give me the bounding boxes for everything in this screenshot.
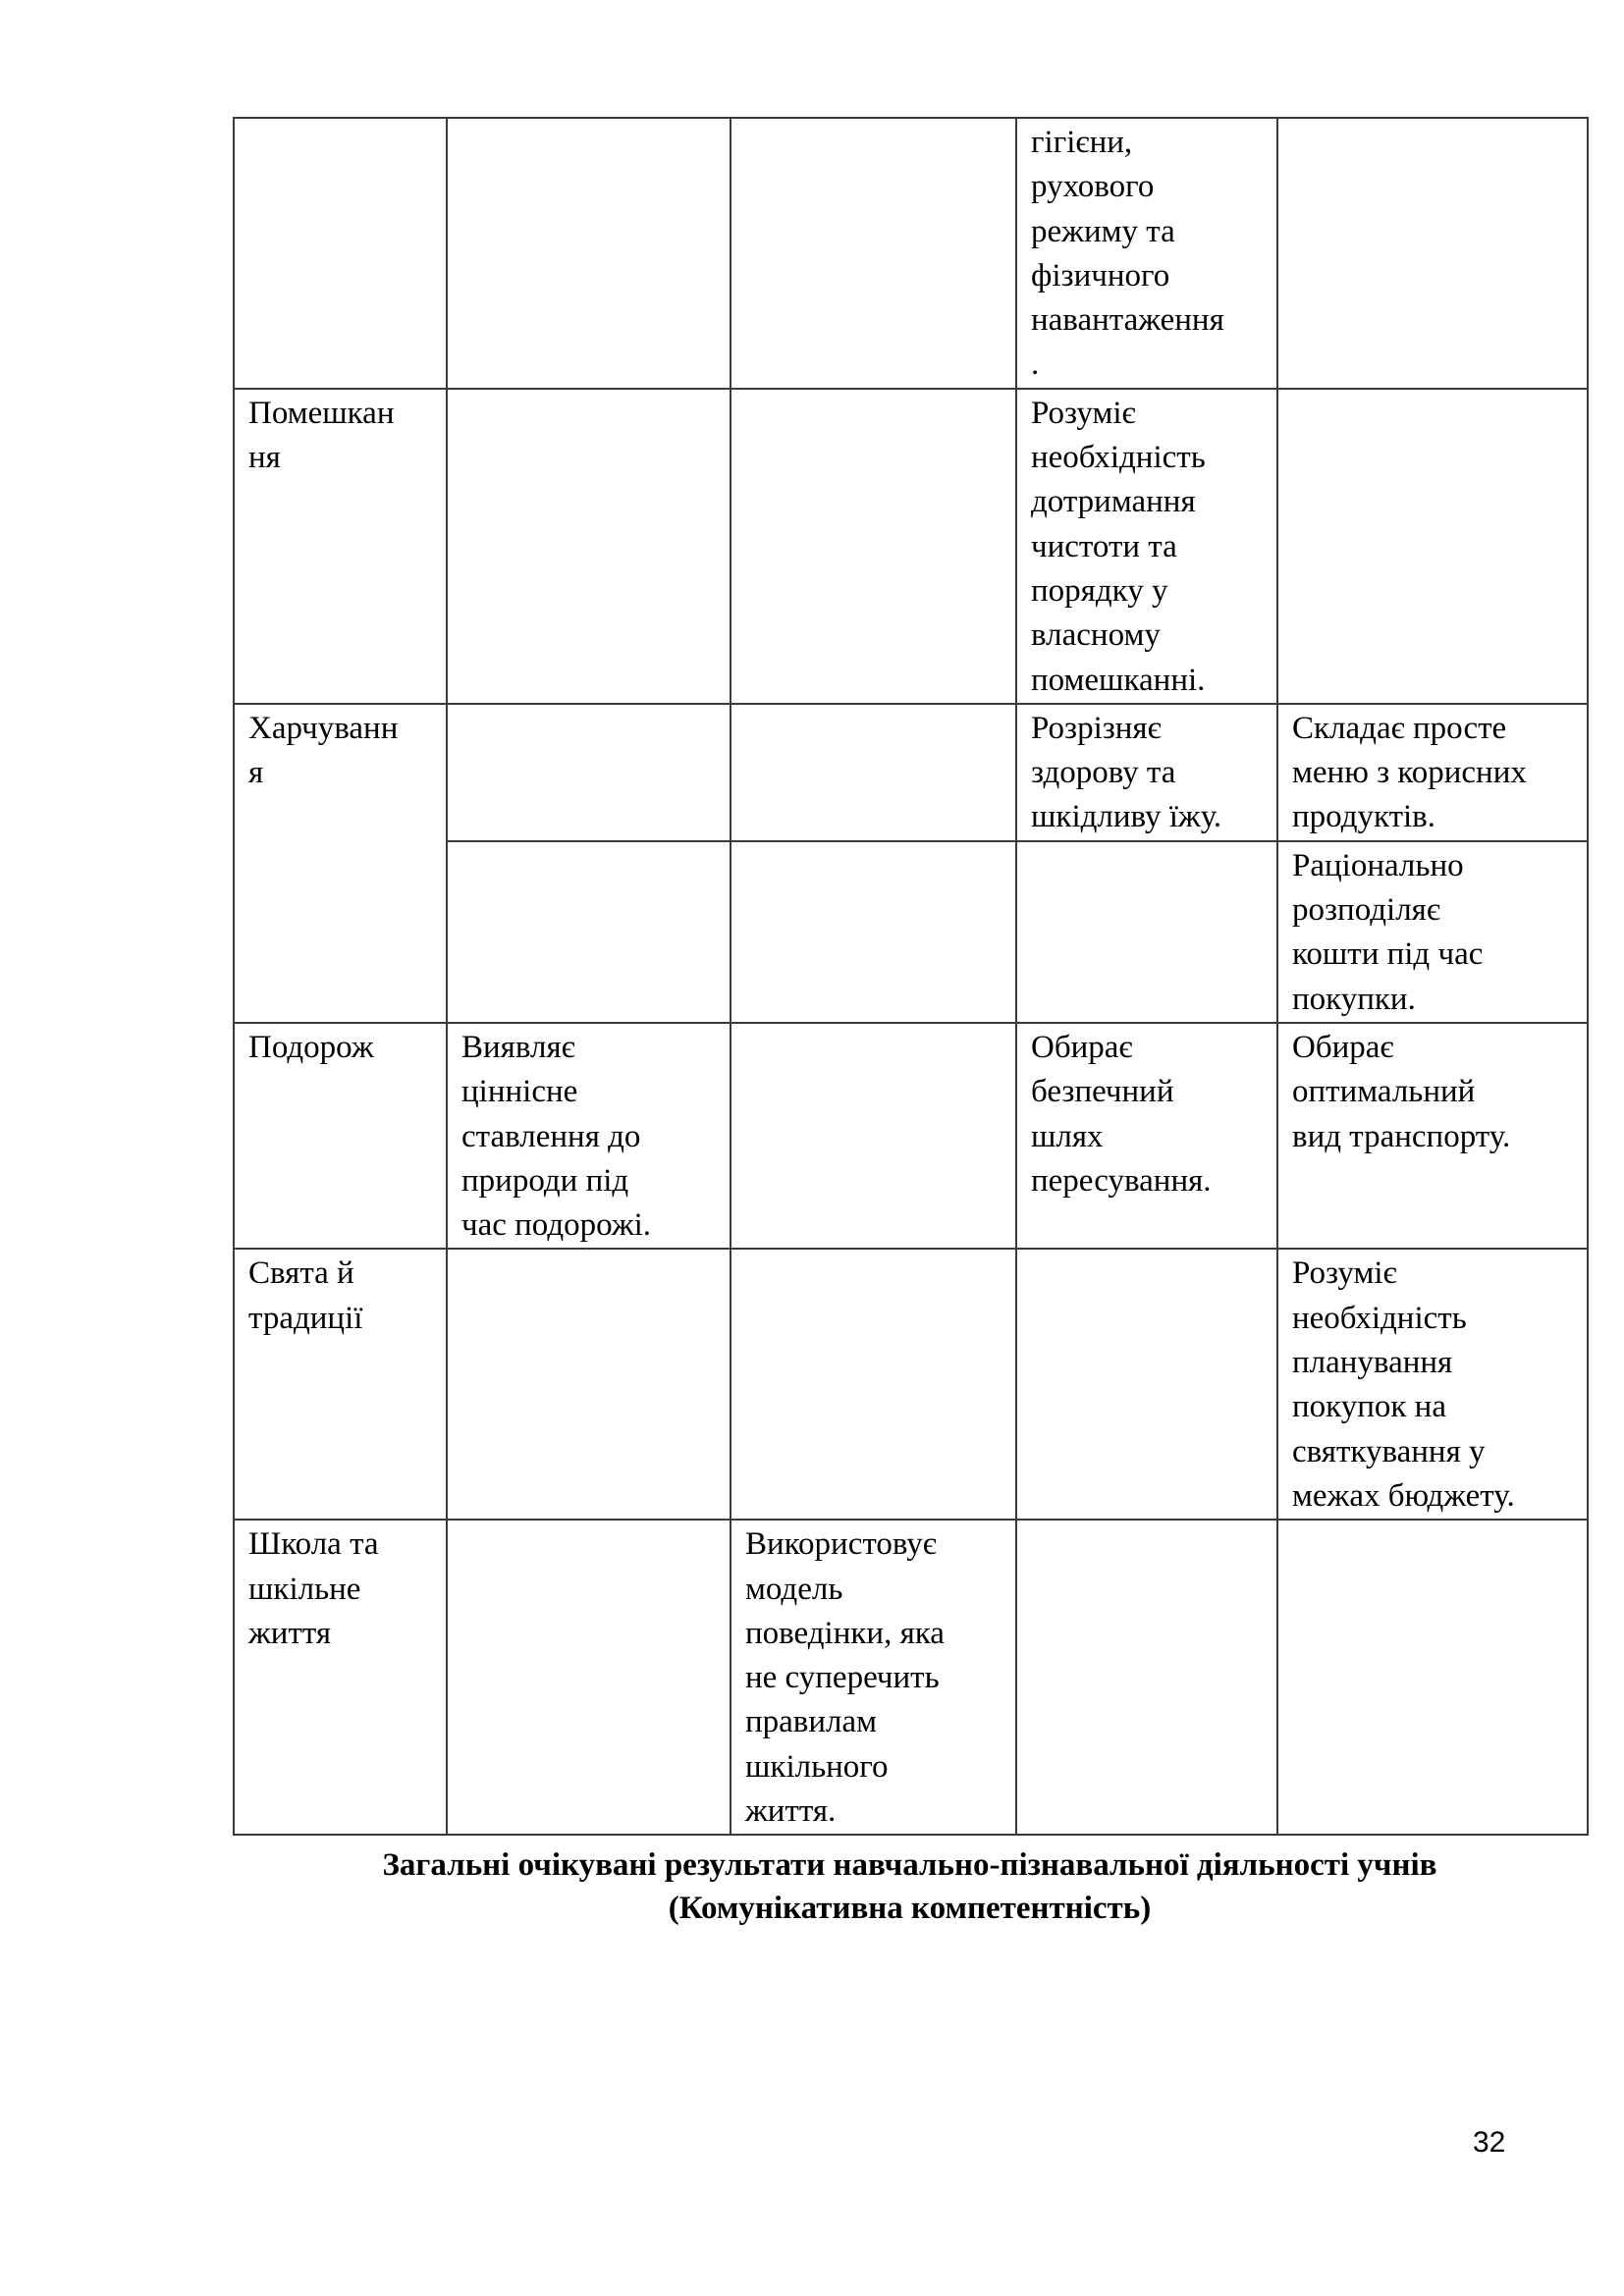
table-cell — [447, 704, 731, 841]
table-row — [234, 389, 1588, 704]
table-cell — [731, 389, 1016, 704]
table-cell: Обирає безпечний шлях пересування. — [1016, 1023, 1277, 1249]
table-cell: Складає просте меню з корисних продуктів. — [1277, 704, 1588, 841]
topic-cell: Помешкан ня — [234, 389, 447, 704]
topic-cell: Подорож — [234, 1023, 447, 1249]
table-cell — [1016, 1520, 1277, 1835]
table-row — [234, 118, 1588, 389]
topic-cell — [234, 118, 447, 389]
table-row — [234, 1023, 1588, 1249]
table-cell — [447, 389, 731, 704]
topic-cell: Свята й традиції — [234, 1249, 447, 1520]
section-heading — [233, 1843, 1587, 1930]
table-cell — [447, 1520, 731, 1835]
topic-cell: Харчуванн я — [234, 704, 447, 1023]
table-cell — [731, 841, 1016, 1023]
table-cell — [1277, 1520, 1588, 1835]
table-row — [234, 1249, 1588, 1520]
table-cell: Розуміє необхідність дотримання чистоти та порядку у власному помешканні. — [1016, 389, 1277, 704]
table-cell — [731, 1023, 1016, 1249]
section-heading-line-1: Загальні очікувані результати навчально-пізнавальної діяльності учнів — [382, 1847, 1437, 1883]
outcomes-table — [233, 117, 1589, 1836]
table-cell — [1277, 389, 1588, 704]
table-row — [234, 704, 1588, 841]
table-cell: Розрізняє здорову та шкідливу їжу. — [1016, 704, 1277, 841]
table-cell — [731, 1249, 1016, 1520]
table-cell — [731, 704, 1016, 841]
table-cell — [447, 841, 731, 1023]
page-number: 32 — [1473, 2126, 1506, 2159]
table-cell: Раціонально розподіляє кошти під час покупки. — [1277, 841, 1588, 1023]
section-heading-line-2: (Комунікативна компетентність) — [668, 1891, 1152, 1926]
table-cell — [1277, 118, 1588, 389]
table-cell: Використовує модель поведінки, яка не суперечить правилам шкільного життя. — [731, 1520, 1016, 1835]
table-cell: гігієни, рухового режиму та фізичного навантаження . — [1016, 118, 1277, 389]
table-cell — [1016, 841, 1277, 1023]
table-cell: Розуміє необхідність планування покупок на святкування у межах бюджету. — [1277, 1249, 1588, 1520]
topic-cell: Школа та шкільне життя — [234, 1520, 447, 1835]
table-row — [234, 1520, 1588, 1835]
table-cell — [447, 1249, 731, 1520]
table-cell — [1016, 1249, 1277, 1520]
table-cell — [731, 118, 1016, 389]
table-cell: Виявляє ціннісне ставлення до природи під час подорожі. — [447, 1023, 731, 1249]
table-cell — [447, 118, 731, 389]
table-cell: Обирає оптимальний вид транспорту. — [1277, 1023, 1588, 1249]
